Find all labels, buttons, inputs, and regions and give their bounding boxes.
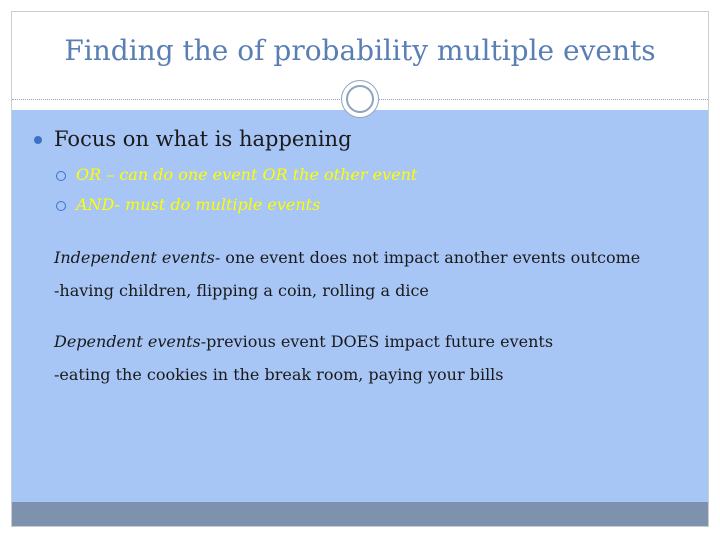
- bottom-bar: [12, 502, 708, 526]
- circle-inner-ring: [346, 85, 374, 113]
- dependent-events-examples: -eating the cookies in the break room, paying your bills: [54, 365, 504, 384]
- slide-title: Finding the of probability multiple events: [64, 34, 656, 67]
- slide-content: [34, 124, 694, 388]
- independent-events-term: Independent events: [54, 248, 215, 267]
- sub-bullet-or: [34, 160, 694, 190]
- sub-bullet-and: [34, 190, 694, 220]
- independent-events-examples: -having children, flipping a coin, rolling a dice: [54, 281, 429, 300]
- bullet-focus-text: Focus on what is happening: [54, 127, 352, 151]
- independent-events-paragraph: [34, 244, 694, 271]
- independent-events-definition: - one event does not impact another events outcome: [214, 248, 641, 267]
- ring-bullet-icon: [56, 171, 66, 181]
- sub-bullet-and-text: AND- must do multiple events: [76, 195, 321, 214]
- bullet-focus: [34, 124, 694, 154]
- dependent-events-paragraph: [34, 328, 694, 355]
- dependent-events-term: Dependent events: [54, 332, 201, 351]
- ring-bullet-icon: [56, 201, 66, 211]
- circle-ornament-icon: [341, 80, 379, 118]
- dependent-events-definition: -previous event DOES impact future events: [200, 332, 554, 351]
- sub-bullet-or-text: OR – can do one event OR the other event: [76, 165, 418, 184]
- bullet-dot-icon: [34, 136, 42, 144]
- content-area: [12, 110, 708, 502]
